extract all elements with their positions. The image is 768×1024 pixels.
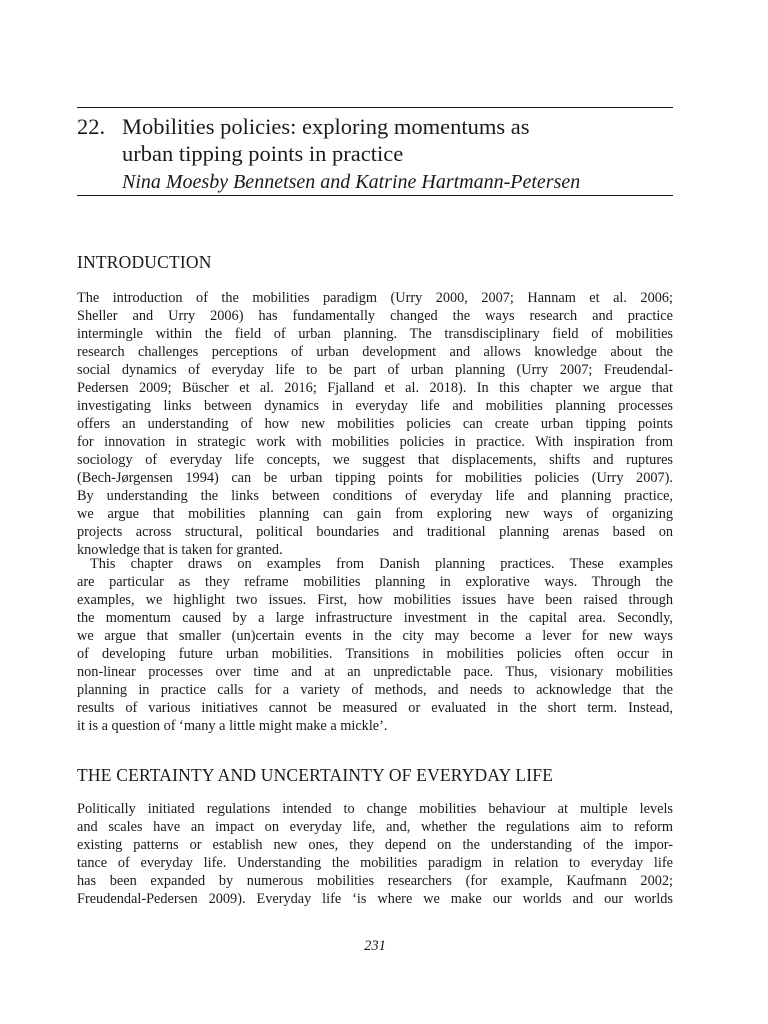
top-rule — [77, 107, 673, 108]
text-line: The introduction of the mobilities paradigm (Urry 2000, 2007; Hannam et al. 2006; — [77, 290, 673, 306]
text-line: the momentum caused by a large infrastructure investment in the capital area. Secondly, — [77, 610, 673, 626]
text-line: results of various initiatives cannot be measured or evaluated in the short term. Instead, — [77, 700, 673, 716]
text-line: (Bech-Jørgensen 1994) can be urban tipping points for mobilities policies (Urry 2007). — [77, 470, 673, 486]
page-number: 231 — [364, 938, 386, 954]
paragraph — [77, 800, 673, 908]
text-line: non-linear processes over time and at an unpredictable pace. Thus, visionary mobilities — [77, 664, 673, 680]
text-line: research challenges perceptions of urban development and allows knowledge about the — [77, 344, 673, 360]
text-line: planning in practice calls for a variety of methods, and needs to acknowledge that the — [77, 682, 673, 698]
text-line: investigating links between dynamics in everyday life and mobilities planning processes — [77, 398, 673, 414]
book-page — [77, 0, 673, 1024]
text-line: are particular as they reframe mobilities planning in explorative ways. Through the — [77, 574, 673, 590]
text-line: knowledge that is taken for granted. — [77, 542, 283, 558]
text-line: sociology of everyday life concepts, we suggest that displacements, shifts and ruptures — [77, 452, 673, 468]
text-line: and scales have an impact on everyday life, and, whether the regulations aim to reform — [77, 819, 673, 835]
chapter-number: 22. — [77, 114, 106, 139]
text-line: Politically initiated regulations intended to change mobilities behaviour at multiple levels — [77, 801, 673, 817]
text-line: examples, we highlight two issues. First, how mobilities issues have been raised through — [77, 592, 673, 608]
chapter-title-part-2: urban tipping points in practice — [122, 141, 404, 166]
text-line: Freudendal-Pedersen 2009). Everyday life ‘is where we make our worlds and our worlds — [77, 891, 673, 907]
text-line: of developing future urban mobilities. Transitions in mobilities policies often occur in — [77, 646, 673, 662]
text-line: existing patterns or establish new ones, they depend on the understanding of the impor- — [77, 837, 673, 853]
paragraph — [77, 289, 673, 559]
section-heading-introduction: INTRODUCTION — [77, 252, 212, 272]
text-line: has been expanded by numerous mobilities researchers (for example, Kaufmann 2002; — [77, 873, 673, 889]
text-line: offers an understanding of how new mobilities policies can create urban tipping points — [77, 416, 673, 432]
text-line: Sheller and Urry 2006) has fundamentally changed the ways research and practice — [77, 308, 673, 324]
text-line: we argue that smaller (un)certain events in the city may become a lever for new ways — [77, 628, 673, 644]
text-line: By understanding the links between conditions of everyday life and planning practice, — [77, 488, 673, 504]
text-line: projects across structural, political boundaries and traditional planning arenas based on — [77, 524, 673, 540]
text-line: This chapter draws on examples from Danish planning practices. These examples — [90, 556, 673, 572]
text-line: social dynamics of everyday life to be part of urban planning (Urry 2007; Freudendal- — [77, 362, 673, 378]
chapter-title-line-1 — [77, 113, 673, 140]
bottom-rule — [77, 195, 673, 196]
paragraph — [77, 555, 673, 735]
text-line: for innovation in strategic work with mobilities policies in practice. With inspiration from — [77, 434, 673, 450]
chapter-authors: Nina Moesby Bennetsen and Katrine Hartmann-Petersen — [122, 171, 581, 193]
text-line: intermingle within the field of urban planning. The transdisciplinary field of mobilities — [77, 326, 673, 342]
text-line: it is a question of ‘many a little might make a mickle’. — [77, 718, 388, 734]
chapter-title-part-1: Mobilities policies: exploring momentums as — [122, 114, 530, 139]
text-line: we argue that mobilities planning can gain from exploring new ways of organizing — [77, 506, 673, 522]
text-line: Pedersen 2009; Büscher et al. 2016; Fjalland et al. 2018). In this chapter we argue that — [77, 380, 673, 396]
chapter-heading — [77, 113, 673, 197]
text-line: tance of everyday life. Understanding the mobilities paradigm in relation to everyday life — [77, 855, 673, 871]
section-heading-certainty: THE CERTAINTY AND UNCERTAINTY OF EVERYDAY LIFE — [77, 765, 554, 785]
